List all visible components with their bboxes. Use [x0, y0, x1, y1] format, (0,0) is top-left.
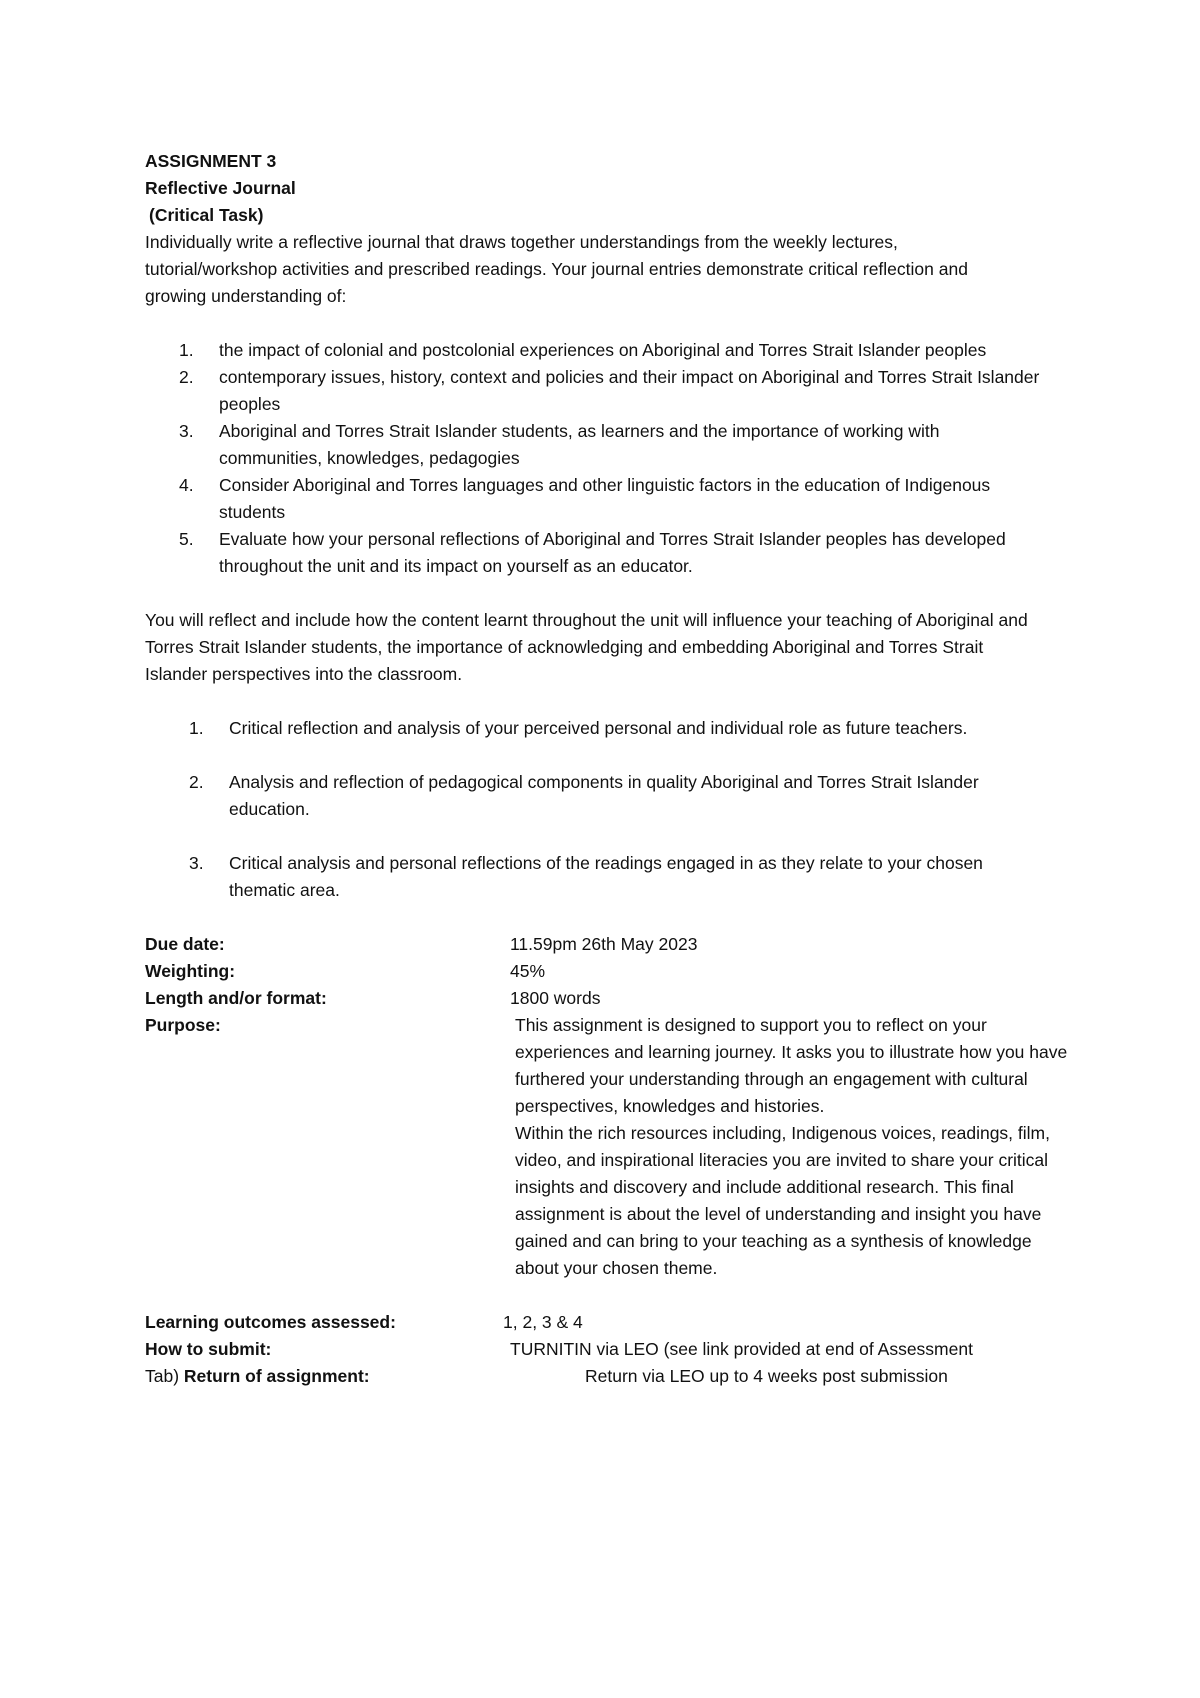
- understandings-list: [145, 337, 1045, 580]
- outcomes-label: Learning outcomes assessed:: [145, 1312, 396, 1332]
- criteria-list: [145, 715, 1045, 904]
- detail-row-weighting: [145, 958, 1085, 985]
- submit-value: TURNITIN via LEO (see link provided at end of Assessment: [510, 1339, 973, 1359]
- purpose-text-1: This assignment is designed to support you to reflect on your experiences and learning journey. It asks you to illustrate how you have furthered your understanding through an engagement with cultural perspectives, knowledges and histories.: [515, 1015, 1068, 1116]
- list-text: Evaluate how your personal reflections of Aboriginal and Torres Strait Islander peoples has developed throughout the unit and its impact on yourself as an educator.: [219, 529, 1006, 576]
- list-item: [145, 769, 1045, 823]
- submit-label: How to submit:: [145, 1339, 272, 1359]
- assignment-title: ASSIGNMENT 3: [145, 151, 277, 171]
- return-label: Return of assignment:: [183, 1366, 370, 1386]
- list-text: Analysis and reflection of pedagogical components in quality Aboriginal and Torres Strait Islander education.: [229, 772, 979, 819]
- detail-row-length: [145, 985, 1085, 1012]
- list-item: [145, 337, 1045, 364]
- weighting-value: 45%: [510, 961, 546, 981]
- assignment-details: [145, 931, 1085, 1390]
- detail-row-return: [145, 1363, 1085, 1390]
- detail-row-submit: [145, 1336, 1085, 1363]
- list-number: 4.: [179, 475, 194, 495]
- list-text: the impact of colonial and postcolonial experiences on Aboriginal and Torres Strait Islander peoples: [219, 340, 987, 360]
- purpose-label: Purpose:: [145, 1015, 221, 1035]
- spacer: [145, 1282, 1085, 1309]
- list-item: [145, 472, 1045, 526]
- purpose-text-2: Within the rich resources including, Indigenous voices, readings, film, video, and inspirational literacies you are invited to share your critical insights and discovery and include additional research. This final assignment is about the level of understanding and insight you have gained and can bring to your teaching as a synthesis of knowledge about your chosen theme.: [515, 1123, 1050, 1278]
- list-item: [145, 418, 1045, 472]
- return-label-group: [145, 1363, 370, 1390]
- detail-row-due: [145, 931, 1085, 958]
- return-value: Return via LEO up to 4 weeks post submission: [585, 1366, 948, 1386]
- length-value: 1800 words: [510, 988, 601, 1008]
- length-label: Length and/or format:: [145, 988, 327, 1008]
- detail-row-outcomes: [145, 1309, 1085, 1336]
- list-number: 1.: [179, 340, 194, 360]
- reflect-paragraph: You will reflect and include how the content learnt throughout the unit will influence your teaching of Aboriginal and Torres Strait Islander students, the importance of acknowledging and embedding Aboriginal and Torres Strait Islander perspectives into the classroom.: [145, 610, 1028, 684]
- spacer: [145, 310, 1085, 337]
- list-text: contemporary issues, history, context and policies and their impact on Aboriginal and Torres Strait Islander peoples: [219, 367, 1040, 414]
- list-number: 2.: [179, 367, 194, 387]
- list-text: Critical analysis and personal reflections of the readings engaged in as they relate to your chosen thematic area.: [229, 853, 983, 900]
- list-item: [145, 526, 1045, 580]
- list-text: Critical reflection and analysis of your perceived personal and individual role as future teachers.: [229, 718, 968, 738]
- outcomes-value: 1, 2, 3 & 4: [503, 1312, 583, 1332]
- list-text: Aboriginal and Torres Strait Islander students, as learners and the importance of working with communities, knowledges, pedagogies: [219, 421, 940, 468]
- list-number: 5.: [179, 529, 194, 549]
- list-item: [145, 850, 1045, 904]
- spacer: [145, 688, 1085, 715]
- intro-paragraph: Individually write a reflective journal that draws together understandings from the weekly lectures, tutorial/workshop activities and prescribed readings. Your journal entries demonstrate critical reflection and growing understanding of:: [145, 232, 968, 306]
- assignment-subtitle: Reflective Journal: [145, 178, 296, 198]
- due-date-value: 11.59pm 26th May 2023: [510, 934, 698, 954]
- spacer: [145, 580, 1085, 607]
- weighting-label: Weighting:: [145, 961, 236, 981]
- list-number: 1.: [189, 718, 204, 738]
- list-text: Consider Aboriginal and Torres languages and other linguistic factors in the education of Indigenous students: [219, 475, 991, 522]
- list-number: 3.: [179, 421, 194, 441]
- due-date-label: Due date:: [145, 934, 225, 954]
- task-type: (Critical Task): [149, 205, 264, 225]
- assignment-document: [145, 148, 1085, 1390]
- detail-row-purpose: [145, 1012, 1085, 1282]
- list-item: [145, 364, 1045, 418]
- return-prefix: Tab): [145, 1366, 180, 1386]
- list-item: [145, 715, 1045, 742]
- purpose-value: [515, 1012, 1070, 1282]
- list-number: 2.: [189, 772, 204, 792]
- list-number: 3.: [189, 853, 204, 873]
